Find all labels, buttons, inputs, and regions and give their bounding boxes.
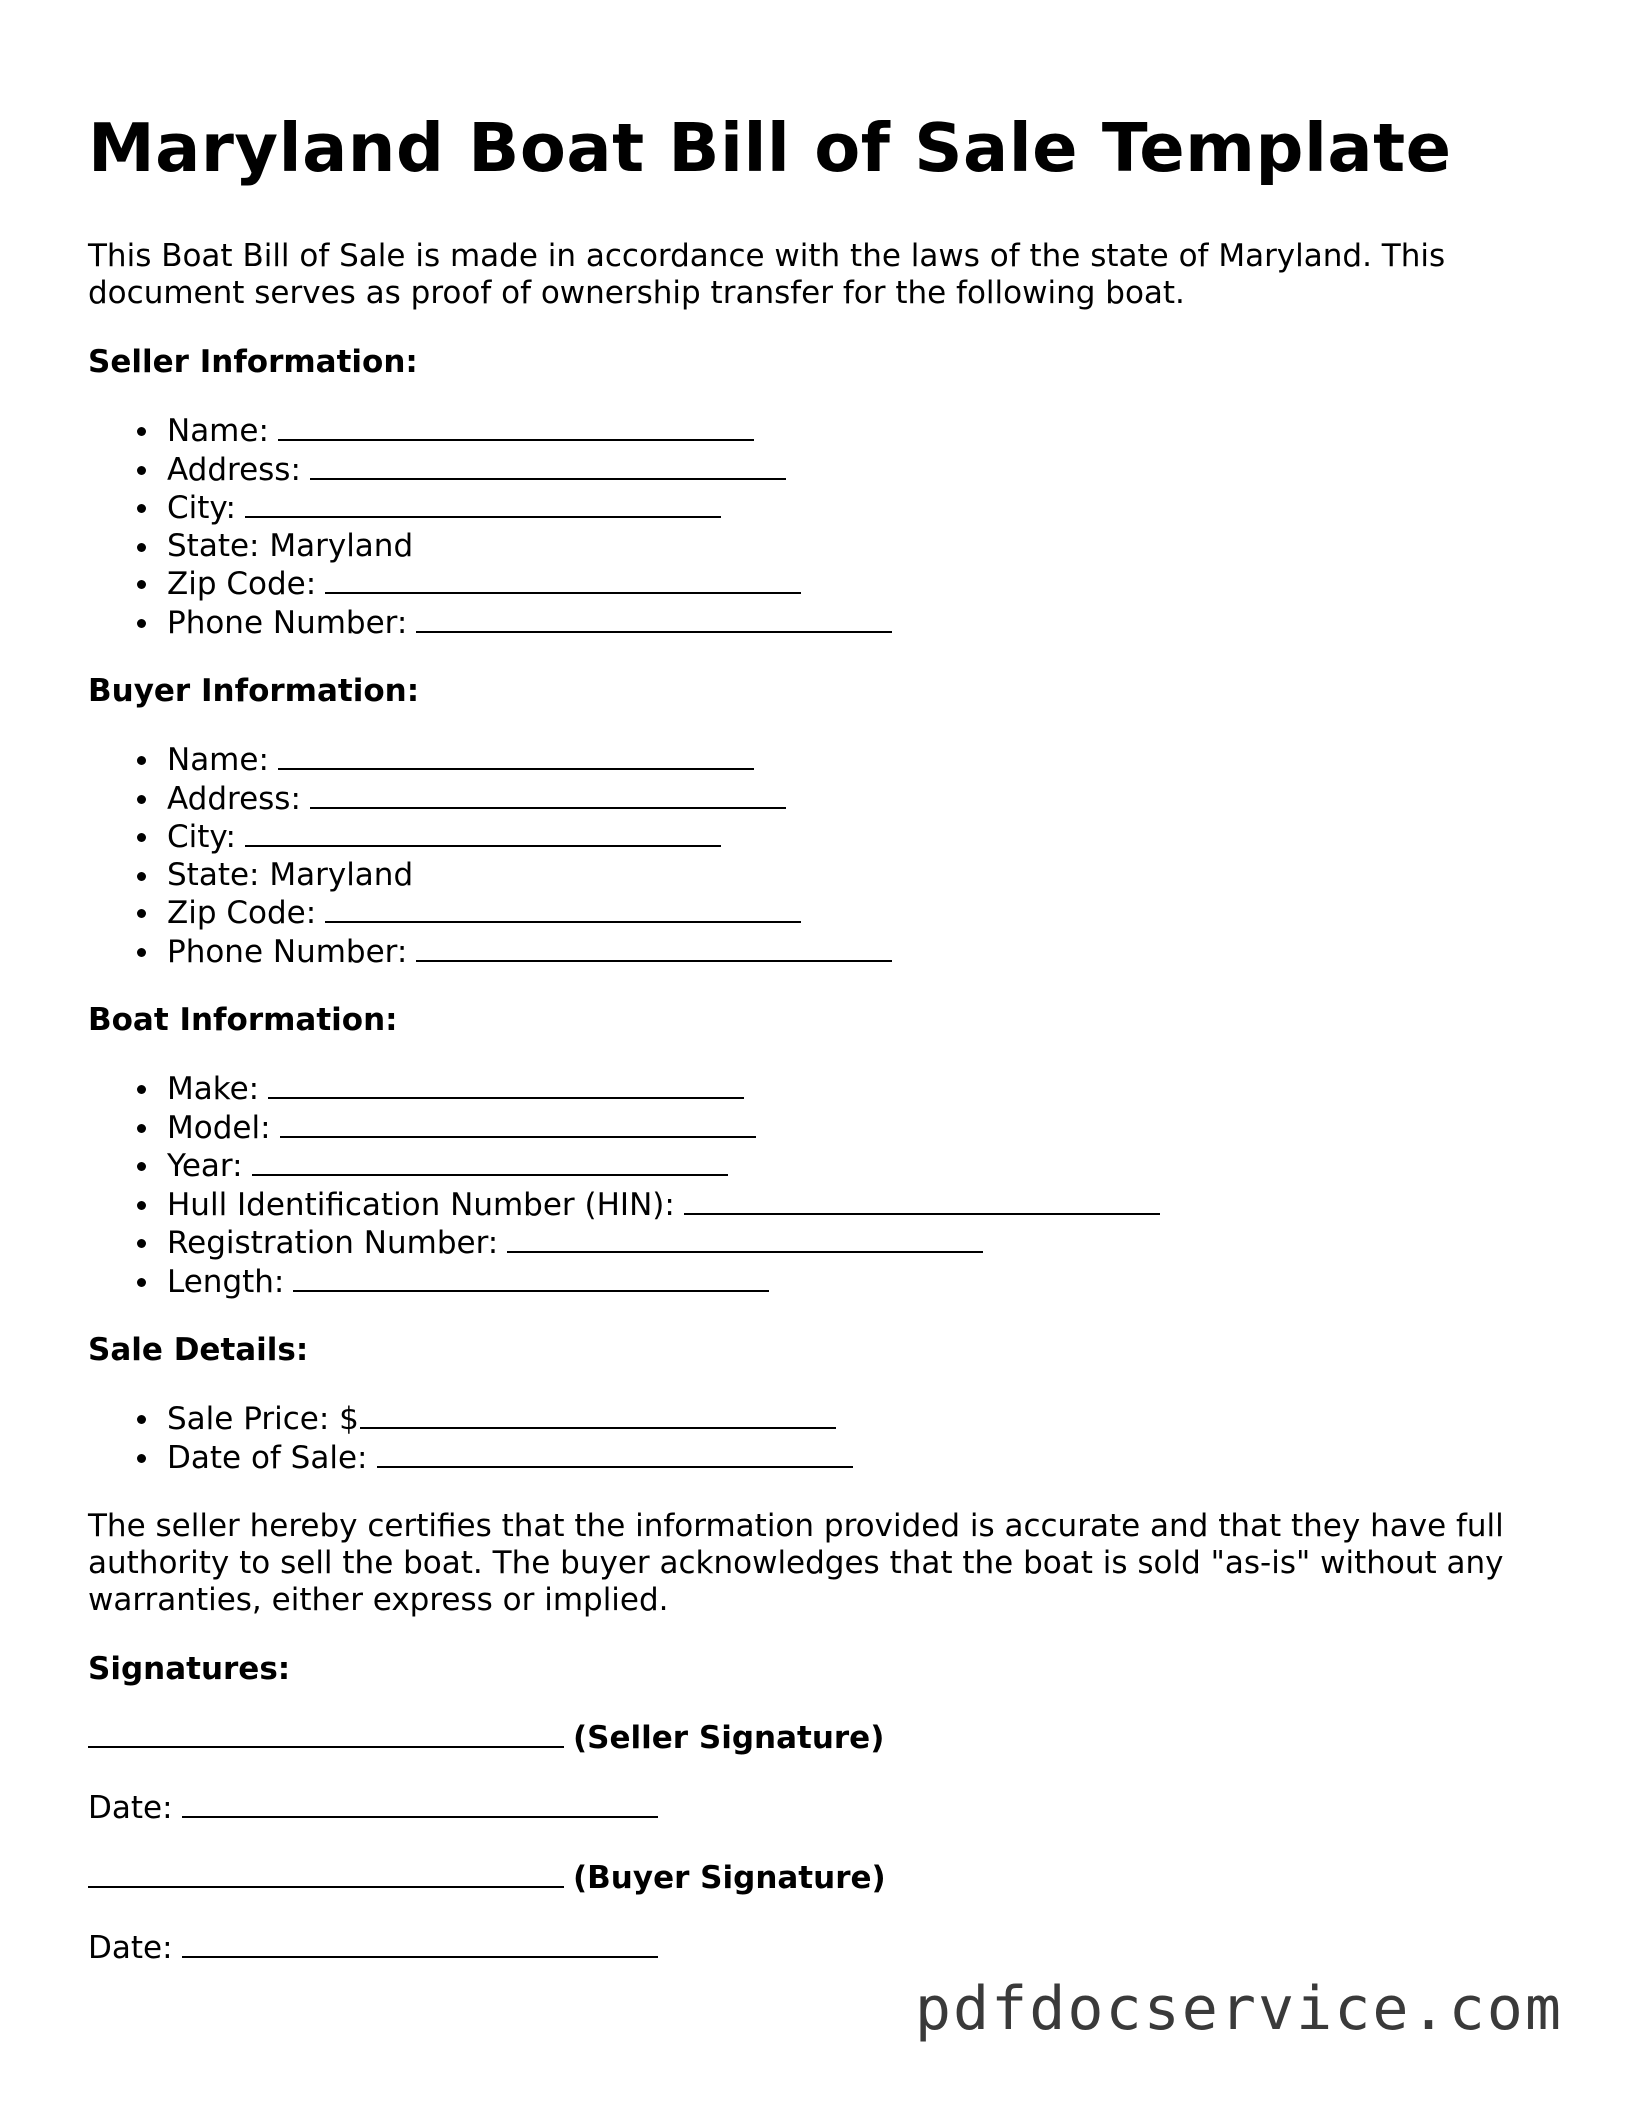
- buyer-name-item: [167, 741, 1548, 780]
- boat-year-item: [167, 1147, 1548, 1186]
- date-label: Date:: [88, 1790, 173, 1826]
- buyer-date-line: [88, 1929, 1548, 1967]
- field-label: Make:: [167, 1071, 260, 1107]
- field-label: Name:: [167, 742, 269, 778]
- field-label: State: Maryland: [167, 527, 414, 564]
- buyer-date-field[interactable]: [182, 1929, 658, 1958]
- buyer-phone-field[interactable]: [416, 933, 892, 962]
- seller-signature-field[interactable]: [88, 1719, 564, 1748]
- buyer-zip-field[interactable]: [325, 894, 801, 923]
- sale-heading: Sale Details:: [88, 1332, 309, 1368]
- boat-hin-field[interactable]: [684, 1186, 1160, 1215]
- boat-length-field[interactable]: [293, 1263, 769, 1292]
- signatures-heading: Signatures:: [88, 1651, 291, 1687]
- buyer-state-item: [167, 857, 1548, 895]
- seller-fields: [88, 412, 1548, 642]
- buyer-heading: Buyer Information:: [88, 673, 420, 709]
- sale-price-item: [167, 1400, 1548, 1439]
- field-label: Year:: [167, 1148, 243, 1184]
- boat-heading: Boat Information:: [88, 1002, 398, 1038]
- buyer-zip-item: [167, 894, 1548, 933]
- field-label: Sale Price: $: [167, 1401, 359, 1437]
- seller-address-field[interactable]: [310, 451, 786, 480]
- document-page: [88, 108, 1548, 1999]
- field-label: City:: [167, 819, 236, 855]
- buyer-signature-line: [88, 1859, 1548, 1897]
- seller-zip-item: [167, 565, 1548, 604]
- seller-city-field[interactable]: [245, 489, 721, 518]
- boat-registration-item: [167, 1224, 1548, 1263]
- sale-date-field[interactable]: [377, 1439, 853, 1468]
- sale-fields: [88, 1400, 1548, 1477]
- certification-paragraph: The seller hereby certifies that the information provided is accurate and that they have full authority to sell the boat. The buyer acknowledges that the boat is sold "as-is" without any warranties, either express or implied.: [88, 1508, 1504, 1618]
- intro-paragraph: This Boat Bill of Sale is made in accordance with the laws of the state of Maryland. This document serves as proof of ownership transfer for the following boat.: [88, 238, 1446, 311]
- field-label: Address:: [167, 451, 301, 488]
- boat-make-field[interactable]: [268, 1070, 744, 1099]
- buyer-city-item: [167, 818, 1548, 857]
- field-label: Address:: [167, 780, 301, 817]
- seller-signature-label: (Seller Signature): [573, 1720, 885, 1756]
- field-label: Registration Number:: [167, 1225, 499, 1261]
- seller-heading: Seller Information:: [88, 344, 418, 380]
- seller-state-item: [167, 528, 1548, 566]
- boat-model-item: [167, 1109, 1548, 1148]
- field-label: Phone Number:: [167, 933, 408, 970]
- buyer-signature-field[interactable]: [88, 1859, 564, 1888]
- buyer-signature-label: (Buyer Signature): [573, 1860, 886, 1896]
- seller-date-field[interactable]: [182, 1789, 658, 1818]
- seller-phone-field[interactable]: [416, 604, 892, 633]
- boat-fields: [88, 1070, 1548, 1301]
- seller-zip-field[interactable]: [325, 565, 801, 594]
- seller-date-line: [88, 1789, 1548, 1827]
- watermark: pdfdocservice.com: [914, 1974, 1563, 2044]
- date-label: Date:: [88, 1930, 173, 1966]
- buyer-name-field[interactable]: [278, 741, 754, 770]
- field-label: State: Maryland: [167, 856, 414, 893]
- seller-city-item: [167, 489, 1548, 528]
- field-label: Zip Code:: [167, 895, 317, 931]
- field-label: Hull Identification Number (HIN):: [167, 1186, 675, 1223]
- boat-make-item: [167, 1070, 1548, 1109]
- boat-hin-item: [167, 1186, 1548, 1225]
- boat-registration-field[interactable]: [507, 1224, 983, 1253]
- seller-name-field[interactable]: [278, 412, 754, 441]
- sale-price-field[interactable]: [360, 1400, 836, 1429]
- sale-date-item: [167, 1439, 1548, 1478]
- buyer-address-field[interactable]: [310, 780, 786, 809]
- seller-address-item: [167, 451, 1548, 490]
- buyer-phone-item: [167, 933, 1548, 972]
- field-label: Model:: [167, 1109, 271, 1146]
- field-label: City:: [167, 490, 236, 526]
- seller-name-item: [167, 412, 1548, 451]
- seller-phone-item: [167, 604, 1548, 643]
- boat-model-field[interactable]: [280, 1109, 756, 1138]
- field-label: Length:: [167, 1263, 285, 1300]
- seller-signature-line: [88, 1719, 1548, 1757]
- buyer-address-item: [167, 780, 1548, 819]
- field-label: Name:: [167, 413, 269, 449]
- field-label: Date of Sale:: [167, 1439, 368, 1476]
- document-title: Maryland Boat Bill of Sale Template: [88, 109, 1452, 187]
- field-label: Zip Code:: [167, 566, 317, 602]
- buyer-fields: [88, 741, 1548, 971]
- boat-year-field[interactable]: [252, 1147, 728, 1176]
- buyer-city-field[interactable]: [245, 818, 721, 847]
- field-label: Phone Number:: [167, 604, 408, 641]
- boat-length-item: [167, 1263, 1548, 1302]
